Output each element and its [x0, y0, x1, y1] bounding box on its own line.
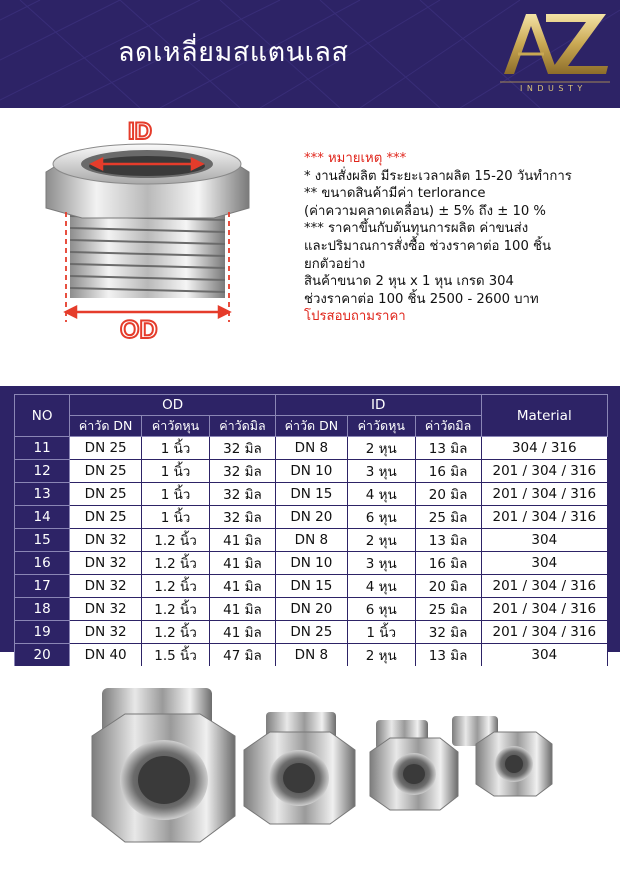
- table-cell: 1.5 นิ้ว: [142, 644, 210, 667]
- row-number-cell: 12: [15, 460, 70, 483]
- header-sub: ค่าวัด DN: [70, 416, 142, 437]
- table-cell: 13 มิล: [415, 437, 481, 460]
- table-cell: 1.2 นิ้ว: [142, 529, 210, 552]
- table-cell: DN 8: [275, 644, 347, 667]
- table-cell: 41 มิล: [210, 621, 276, 644]
- spec-table: [14, 394, 608, 667]
- smallest-bushing: [452, 716, 552, 796]
- notes-block: [304, 150, 614, 326]
- table-cell: 32 มิล: [415, 621, 481, 644]
- table-cell: 16 มิล: [415, 552, 481, 575]
- table-row: [15, 552, 608, 575]
- table-cell: 25 มิล: [415, 598, 481, 621]
- od-label: OD: [120, 316, 158, 344]
- table-cell: DN 20: [275, 598, 347, 621]
- table-cell: 41 มิล: [210, 598, 276, 621]
- table-cell: 1 นิ้ว: [142, 483, 210, 506]
- table-row: [15, 437, 608, 460]
- table-cell: DN 32: [70, 621, 142, 644]
- table-cell: 2 หุน: [347, 437, 415, 460]
- row-number-cell: 18: [15, 598, 70, 621]
- table-cell: 32 มิล: [210, 460, 276, 483]
- header-sub: ค่าวัดมิล: [415, 416, 481, 437]
- product-photo: [0, 666, 620, 877]
- material-cell: 304 / 316: [481, 437, 607, 460]
- table-cell: DN 40: [70, 644, 142, 667]
- table-cell: DN 25: [70, 506, 142, 529]
- table-cell: 32 มิล: [210, 483, 276, 506]
- id-label: ID: [128, 118, 152, 145]
- material-cell: 304: [481, 644, 607, 667]
- large-bushing: [92, 688, 235, 842]
- medium-bushing: [244, 712, 355, 824]
- row-number-cell: 19: [15, 621, 70, 644]
- table-cell: DN 32: [70, 552, 142, 575]
- row-number-cell: 11: [15, 437, 70, 460]
- table-row: [15, 460, 608, 483]
- header-id: ID: [275, 395, 481, 416]
- header-od: OD: [70, 395, 276, 416]
- table-cell: DN 32: [70, 529, 142, 552]
- table-cell: DN 15: [275, 575, 347, 598]
- table-cell: 6 หุน: [347, 506, 415, 529]
- table-cell: 20 มิล: [415, 575, 481, 598]
- table-cell: 2 หุน: [347, 644, 415, 667]
- material-cell: 201 / 304 / 316: [481, 621, 607, 644]
- logo-subtext: INDUSTY: [520, 84, 587, 93]
- table-row: [15, 644, 608, 667]
- table-row: [15, 575, 608, 598]
- table-cell: DN 8: [275, 529, 347, 552]
- table-cell: DN 20: [275, 506, 347, 529]
- table-cell: DN 15: [275, 483, 347, 506]
- row-number-cell: 13: [15, 483, 70, 506]
- notes-line: *** ราคาขึ้นกับต้นทุนการผลิต ค่าขนส่ง: [304, 221, 529, 237]
- material-cell: 304: [481, 529, 607, 552]
- table-row: [15, 621, 608, 644]
- table-cell: 6 หุน: [347, 598, 415, 621]
- row-number-cell: 15: [15, 529, 70, 552]
- table-cell: 47 มิล: [210, 644, 276, 667]
- table-cell: 1 นิ้ว: [142, 460, 210, 483]
- notes-line: (ค่าความคลาดเคลื่อน) ± 5% ถึง ± 10 %: [304, 203, 546, 219]
- table-cell: 1 นิ้ว: [142, 437, 210, 460]
- notes-line: ยกตัวอย่าง: [304, 256, 366, 272]
- notes-line: * งานสั่งผลิต มีระยะเวลาผลิต 15-20 วันทำการ: [304, 168, 572, 184]
- table-cell: 4 หุน: [347, 483, 415, 506]
- table-cell: 41 มิล: [210, 529, 276, 552]
- table-cell: 2 หุน: [347, 529, 415, 552]
- row-number-cell: 17: [15, 575, 70, 598]
- contact-note: โปรสอบถามราคา: [304, 309, 406, 325]
- notes-line: สินค้าขนาด 2 หุน x 1 หุน เกรด 304: [304, 274, 514, 290]
- material-cell: 201 / 304 / 316: [481, 575, 607, 598]
- table-cell: 1.2 นิ้ว: [142, 621, 210, 644]
- table-cell: 13 มิล: [415, 644, 481, 667]
- header-sub: ค่าวัดมิล: [210, 416, 276, 437]
- page-title: ลดเหลี่ยมสแตนเลส: [118, 37, 349, 68]
- table-cell: 3 หุน: [347, 460, 415, 483]
- table-cell: DN 25: [70, 437, 142, 460]
- header-no: NO: [15, 395, 70, 437]
- header-banner: [0, 0, 620, 108]
- row-number-cell: 20: [15, 644, 70, 667]
- header-sub: ค่าวัด DN: [275, 416, 347, 437]
- table-cell: DN 8: [275, 437, 347, 460]
- notes-line: ช่วงราคาต่อ 100 ชิ้น 2500 - 2600 บาท: [304, 291, 539, 307]
- table-cell: 1.2 นิ้ว: [142, 552, 210, 575]
- table-cell: 1 นิ้ว: [347, 621, 415, 644]
- material-cell: 201 / 304 / 316: [481, 483, 607, 506]
- table-cell: DN 25: [70, 483, 142, 506]
- header-sub: ค่าวัดหุน: [347, 416, 415, 437]
- table-cell: 41 มิล: [210, 552, 276, 575]
- material-cell: 201 / 304 / 316: [481, 598, 607, 621]
- table-cell: DN 32: [70, 575, 142, 598]
- table-cell: 1.2 นิ้ว: [142, 575, 210, 598]
- header-material: Material: [481, 395, 607, 437]
- table-cell: 3 หุน: [347, 552, 415, 575]
- table-cell: DN 25: [70, 460, 142, 483]
- table-cell: 1 นิ้ว: [142, 506, 210, 529]
- thread-section: [70, 208, 225, 298]
- small-bushing: [370, 720, 458, 810]
- table-row: [15, 483, 608, 506]
- table-cell: 41 มิล: [210, 575, 276, 598]
- notes-line: และปริมาณการสั่งซื้อ ช่วงราคาต่อ 100 ชิ้น: [304, 238, 551, 254]
- table-cell: DN 32: [70, 598, 142, 621]
- table-row: [15, 506, 608, 529]
- table-row: [15, 529, 608, 552]
- row-number-cell: 14: [15, 506, 70, 529]
- table-cell: 16 มิล: [415, 460, 481, 483]
- table-cell: DN 10: [275, 552, 347, 575]
- table-cell: 20 มิล: [415, 483, 481, 506]
- table-cell: 1.2 นิ้ว: [142, 598, 210, 621]
- material-cell: 201 / 304 / 316: [481, 506, 607, 529]
- table-cell: 32 มิล: [210, 506, 276, 529]
- table-row: [15, 598, 608, 621]
- table-cell: DN 25: [275, 621, 347, 644]
- material-cell: 201 / 304 / 316: [481, 460, 607, 483]
- row-number-cell: 16: [15, 552, 70, 575]
- table-cell: 32 มิล: [210, 437, 276, 460]
- header-sub: ค่าวัดหุน: [142, 416, 210, 437]
- table-cell: 13 มิล: [415, 529, 481, 552]
- material-cell: 304: [481, 552, 607, 575]
- notes-line: ** ขนาดสินค้ามีค่า terlorance: [304, 186, 486, 202]
- table-cell: 4 หุน: [347, 575, 415, 598]
- table-cell: 25 มิล: [415, 506, 481, 529]
- notes-heading: *** หมายเหตุ ***: [304, 151, 407, 166]
- table-cell: DN 10: [275, 460, 347, 483]
